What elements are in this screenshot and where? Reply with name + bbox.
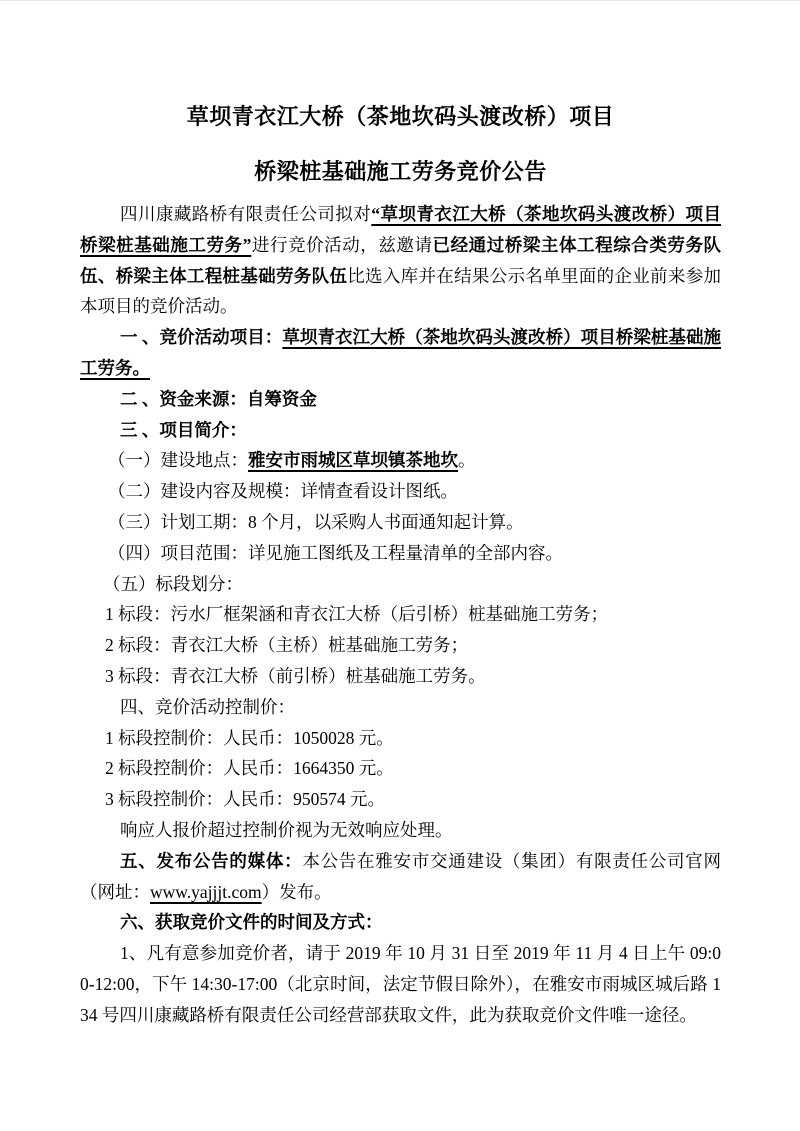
segment-3 — [80, 661, 721, 692]
text-run: 3 标段控制价：人民币：950574 元。 — [105, 789, 385, 810]
text-run: 四、竞价活动控制价： — [120, 696, 295, 717]
section-4-control-price — [80, 692, 721, 723]
section-2-funding — [80, 384, 721, 415]
control-price-3 — [80, 784, 721, 815]
segment-2 — [80, 630, 721, 661]
section-3-overview — [80, 415, 721, 446]
text-run: 1 标段控制价：人民币：1050028 元。 — [105, 727, 394, 748]
text-run: ）发布。 — [261, 881, 332, 902]
text-run: 。 — [458, 450, 476, 471]
document-title-line-2: 桥梁桩基础施工劳务竞价公告 — [254, 159, 547, 184]
text-run: 2 标段控制价：人民币：1664350 元。 — [105, 758, 394, 779]
text-run: 进行竞价活动，兹邀请 — [251, 234, 433, 255]
text-run: 比选入库并在结果公示名单里面的企业前来参加本项目的竞价活动。 — [80, 265, 722, 317]
text-run: “草坝青衣江大桥（茶地坎码头渡改桥）项目桥梁桩基础施工劳务” — [80, 204, 722, 255]
item-2-scope — [80, 476, 721, 507]
text-run: 2 标段：青衣江大桥（主桥）桩基础施工劳务； — [105, 635, 469, 656]
section-5-media — [80, 846, 721, 908]
text-run: 1、凡有意参加竞价者，请于 2019 年 10 月 31 日至 2019 年 11 月 4 日上午 09:00-12:00，下午 14:30-17:00（北京时间，法定节假日除外），在雅安市雨城区城后路 134 号四川康藏路桥有限责任公司经营部获取文件，此为获取竞价文件唯一途径。 — [80, 943, 721, 1025]
control-price-1 — [80, 723, 721, 754]
text-run: 五、发布公告的媒体： — [120, 850, 303, 871]
section-6-obtain — [80, 907, 721, 938]
invalid-response-note — [80, 815, 721, 846]
section-1-project — [80, 322, 721, 384]
text-run: 已经通过桥梁主体工程综合类劳务队伍、桥梁主体工程桩基础劳务队伍 — [80, 234, 722, 286]
segment-1 — [80, 599, 721, 630]
text-run: 四川康藏路桥有限责任公司拟对 — [120, 204, 372, 224]
text-run: 雅安市雨城区草坝镇茶地坎 — [248, 450, 458, 471]
text-run: 本公告在雅安市交通建设（集团）有限责任公司官网（网址： — [80, 850, 721, 902]
text-run: 1 标段：污水厂框架涵和青衣江大桥（后引桥）桩基础施工劳务； — [105, 604, 609, 625]
text-run: 二 、资金来源：自筹资金 — [120, 388, 317, 409]
text-run: （二）建设内容及规模：详情查看设计图纸。 — [108, 481, 458, 502]
item-5-sections — [80, 569, 721, 600]
text-run: （四）项目范围：详见施工图纸及工程量清单的全部内容。 — [108, 542, 563, 563]
website-url: www.yajjjt.com — [150, 881, 262, 902]
intro-paragraph — [80, 199, 721, 322]
text-run: 3 标段：青衣江大桥（前引桥）桩基础施工劳务。 — [105, 665, 486, 686]
document-title-line-1: 草坝青衣江大桥（茶地坎码头渡改桥）项目 — [186, 104, 615, 129]
document-body — [80, 199, 721, 1031]
item-1-location — [80, 445, 721, 476]
text-run: 草坝青衣江大桥（茶地坎码头渡改桥）项目桥梁桩基础施工劳务。 — [80, 327, 722, 378]
obtain-details — [80, 938, 721, 1030]
control-price-2 — [80, 753, 721, 784]
text-run: 响应人报价超过控制价视为无效响应处理。 — [120, 819, 453, 840]
item-4-range — [80, 538, 721, 569]
text-run: （三）计划工期：8 个月，以采购人书面通知起计算。 — [108, 511, 524, 532]
item-3-duration — [80, 507, 721, 538]
text-run: （一）建设地点： — [108, 450, 248, 471]
text-run: 六、获取竞价文件的时间及方式： — [120, 912, 383, 933]
text-run: 三 、项目简介： — [120, 419, 247, 440]
text-run: 一 、竞价活动项目： — [120, 327, 283, 348]
text-run: （五）标段划分： — [103, 573, 243, 594]
